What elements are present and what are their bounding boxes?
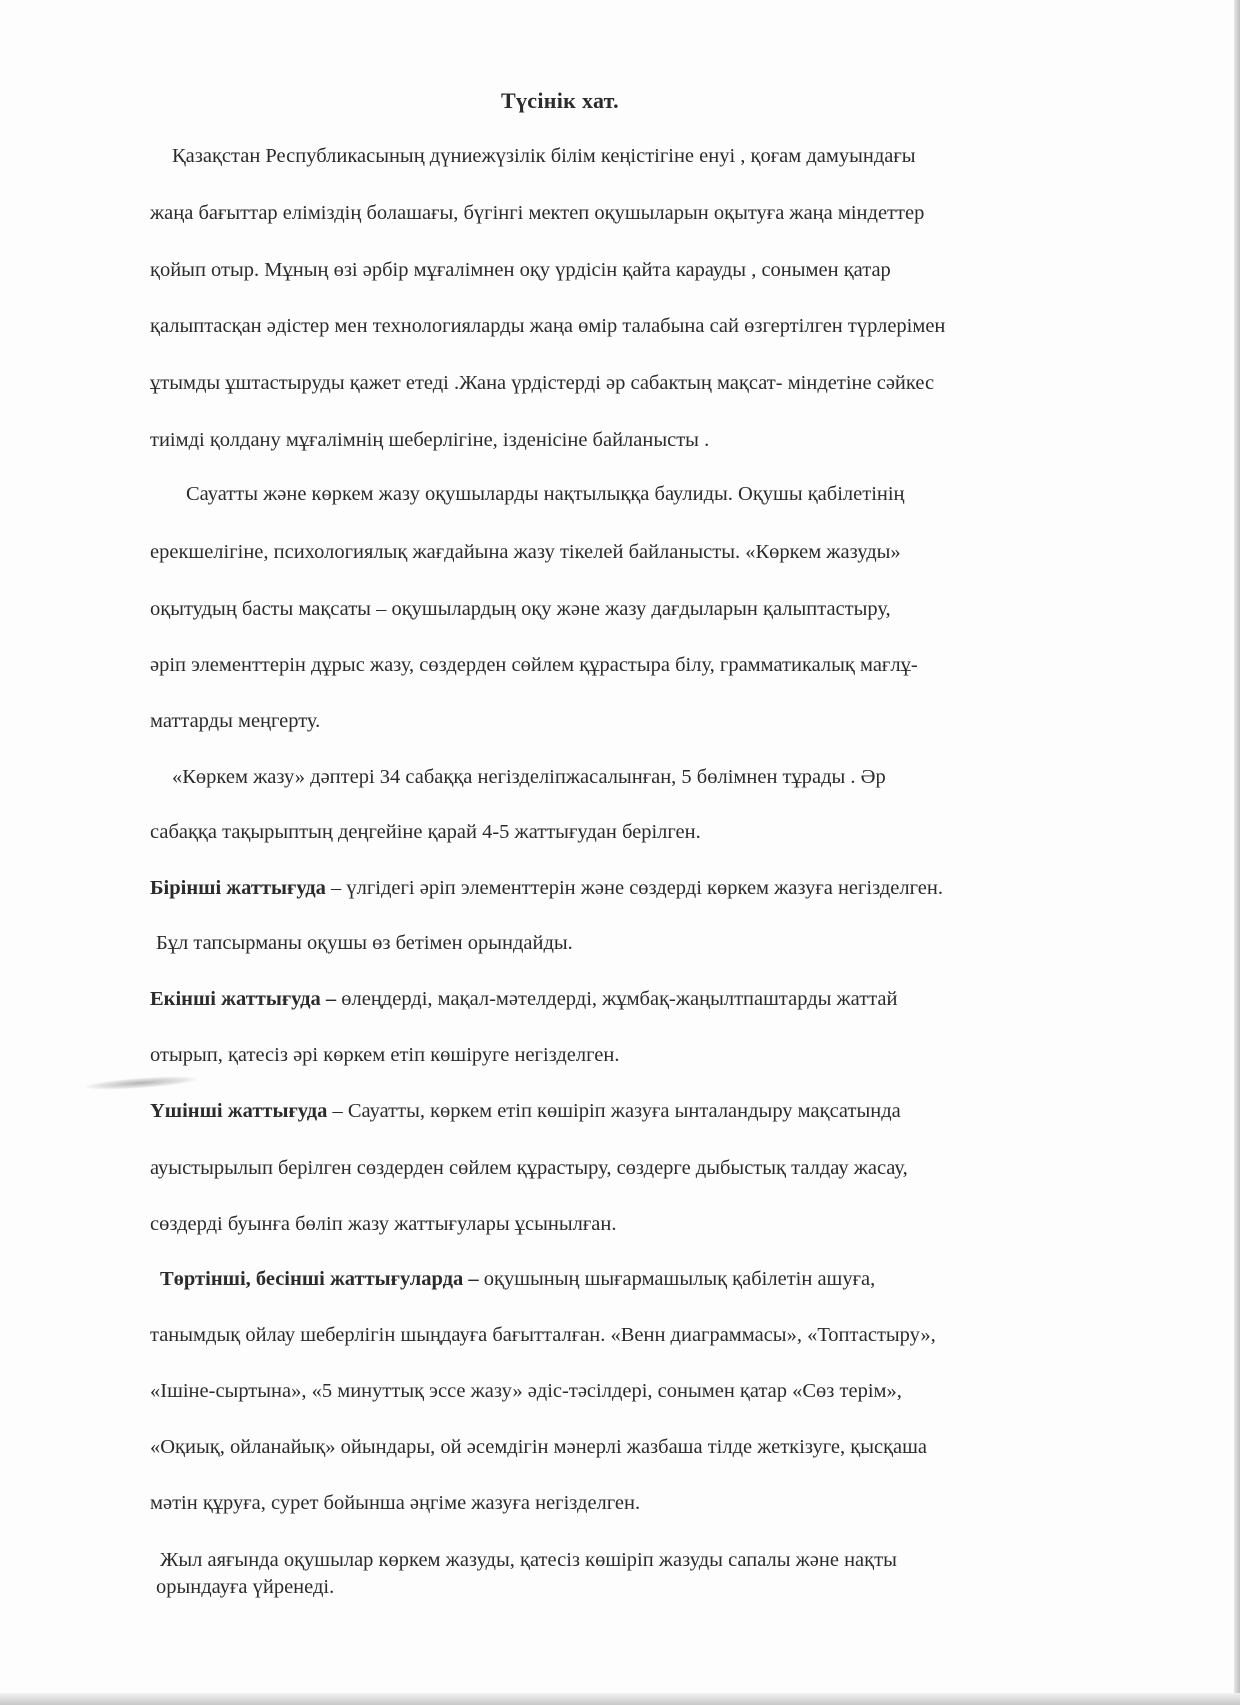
exercise-fourth-fifth-heading: Төртінші, бесінші жаттығуларда – [160,1268,479,1290]
paragraph-line: маттарды меңгерту. [150,710,321,732]
exercise-fourth-fifth-text: оқушының шығармашылық қабілетін ашуға, [478,1268,876,1290]
paragraph-line: қалыптасқан әдістер мен технологияларды жаңа өмір талабына сай өзгертілген түрлерімен [150,315,946,337]
paragraph-line: ерекшелігіне, психологиялық жағдайына жазу тікелей байланысты. «Көркем жазуды» [150,541,901,563]
exercise-third-line [150,1098,901,1124]
paragraph-line: орындауға үйренеді. [156,1576,335,1598]
exercise-first-heading: Бірінші жаттығуда [150,877,326,899]
paragraph-line: «Оқиық, ойланайық» ойындары, ой әсемдігін мәнерлі жазбаша тілде жеткізуге, қысқаша [150,1436,928,1458]
paragraph-line: Сауатты және көркем жазу оқушыларды нақтылыққа баулиды. Оқушы қабілетінің [186,483,905,505]
paragraph-line: қойып отыр. Мұның өзі әрбір мұғалімнен оқу үрдісін қайта карауды , сонымен қатар [150,259,891,281]
paragraph-line: жаңа бағыттар еліміздің болашағы, бүгінгі мектеп оқушыларын оқытуға жаңа міндеттер [150,202,925,224]
exercise-third-heading: Үшінші жаттығуда [150,1100,328,1122]
scan-smudge [86,1074,196,1092]
paragraph-line: ауыстырылып берілген сөздерден сөйлем құрастыру, сөздерге дыбыстық талдау жасау, [150,1157,908,1179]
paragraph-line: ұтымды ұштастыруды қажет етеді .Жана үрдістерді әр сабактың мақсат- міндетіне сәйкес [150,372,935,394]
paragraph-line: отырып, қатесіз әрі көркем етіп көшіруге негізделген. [150,1044,620,1066]
paragraph-line: «Ішіне-сыртына», «5 минуттық эссе жазу» әдіс-тәсілдері, сонымен қатар «Сөз терім», [150,1380,902,1402]
paragraph-line: әріп элементтерін дұрыс жазу, сөздерден сөйлем құрастыра білу, грамматикалық мағлұ- [150,654,918,676]
exercise-fourth-fifth-line [160,1266,875,1292]
exercise-first-text: – үлгідегі әріп элементтерін және сөздерді көркем жазуға негізделген. [325,877,943,899]
paragraph-line: Жыл аяғында оқушылар көркем жазуды, қатесіз көшіріп жазуды сапалы және нақты [160,1549,897,1571]
scan-edge-bottom [0,1693,1240,1705]
paragraph-line: Бұл тапсырманы оқушы өз бетімен орындайды. [156,932,573,954]
paragraph-line: сабаққа тақырыптың деңгейіне қарай 4-5 жаттығудан берілген. [150,821,701,843]
paragraph-line: мәтін құруға, сурет бойынша әңгіме жазуға негізделген. [150,1492,641,1514]
paragraph-line: Қазақстан Республикасының дүниежүзілік білім кеңістігіне енуі , қоғам дамуындағы [172,145,916,167]
paragraph-line: танымдық ойлау шеберлігін шыңдауға бағытталған. «Венн диаграммасы», «Топтастыру», [150,1324,936,1346]
exercise-third-text: – Сауатты, көркем етіп көшіріп жазуға ынталандыру мақсатында [327,1100,901,1122]
exercise-second-line [150,986,898,1012]
exercise-second-heading: Екінші жаттығуда – [150,988,337,1010]
page-title: Түсінік хат. [501,88,619,113]
paragraph-line: тиімді қолдану мұғалімнің шеберлігіне, ізденісіне байланысты . [150,429,710,451]
paragraph-line: «Көркем жазу» дәптері 34 сабаққа негізделіпжасалынған, 5 бөлімнен тұрады . Әр [172,766,886,788]
paragraph-line: оқытудың басты мақсаты – оқушылардың оқу және жазу дағдыларын қалыптастыру, [150,598,891,620]
exercise-second-text: өлеңдерді, мақал-мәтелдерді, жұмбақ-жаңылтпаштарды жаттай [336,988,898,1010]
paragraph-line: сөздерді буынға бөліп жазу жаттығулары ұсынылған. [150,1213,617,1235]
scan-edge-right [1234,0,1240,1705]
exercise-first-line [150,875,943,901]
